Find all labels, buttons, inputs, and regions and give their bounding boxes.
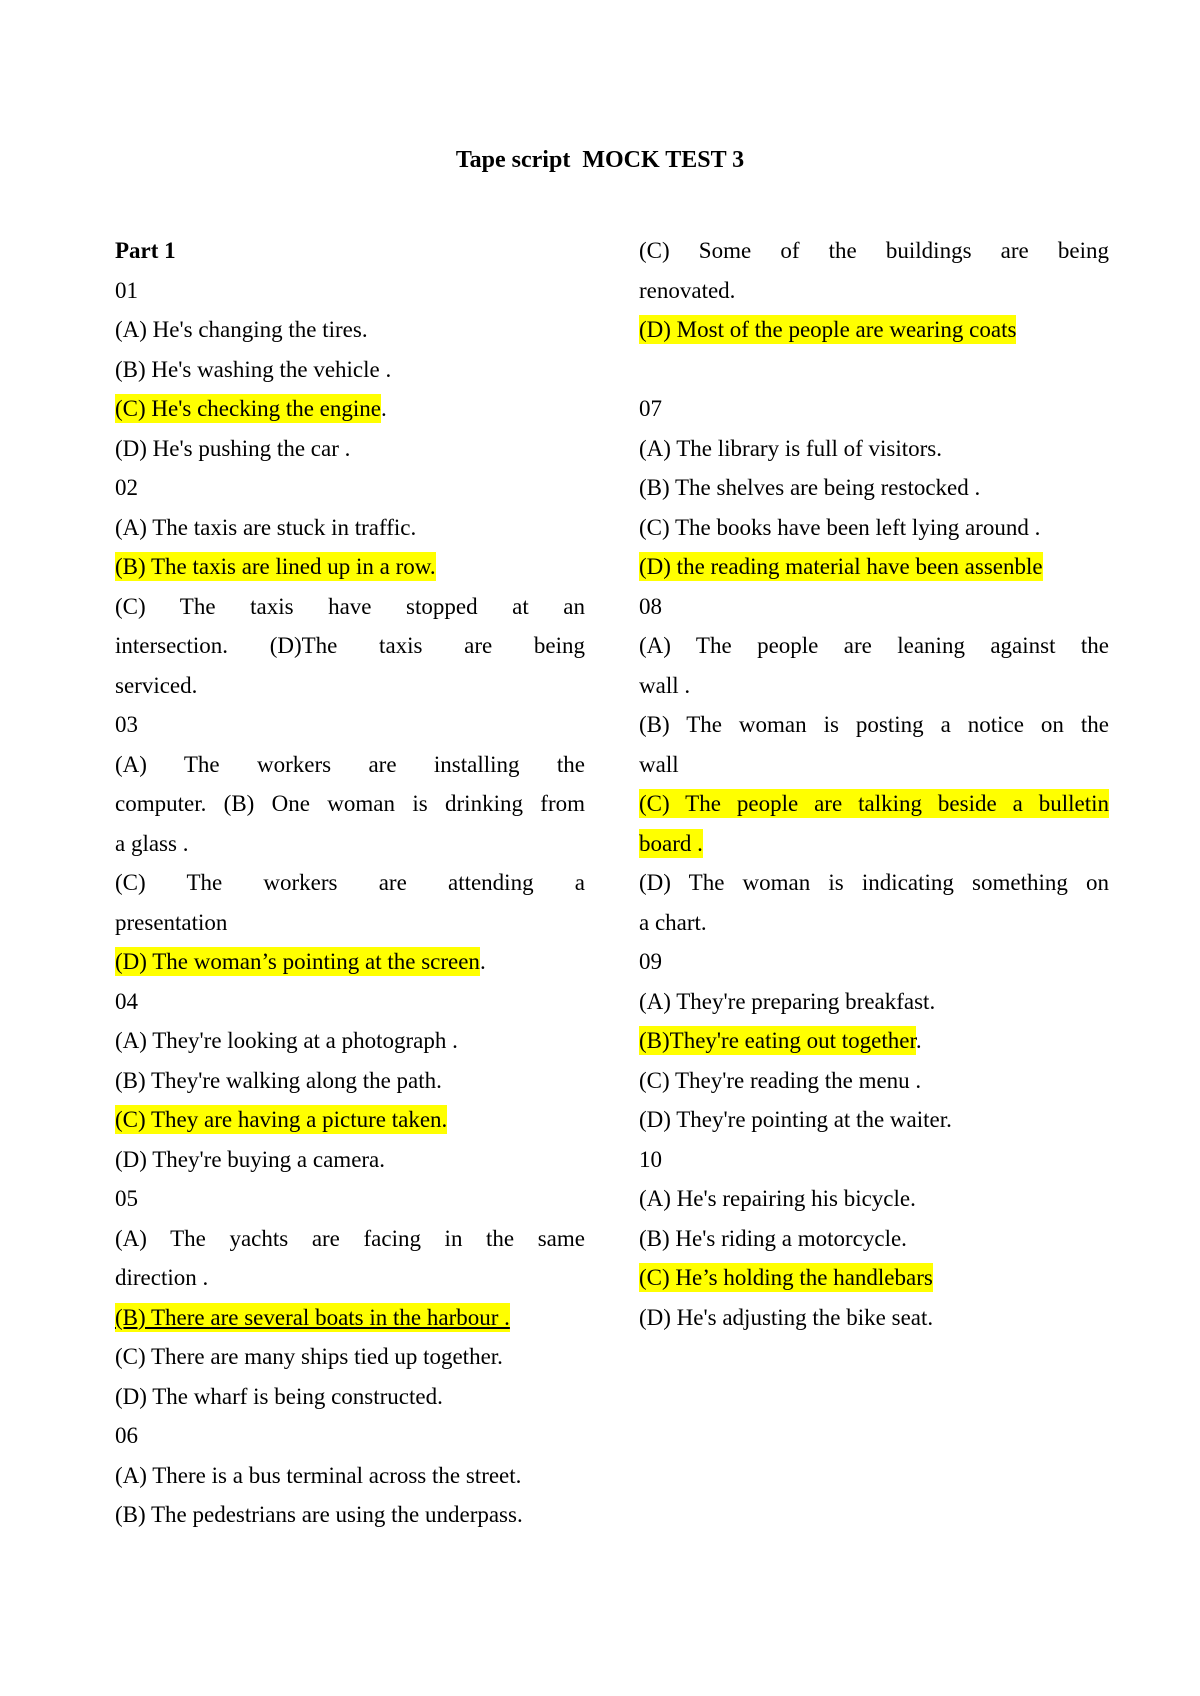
- answer-option: [115, 824, 585, 864]
- line-text: intersection. (D)The taxis are being: [115, 633, 585, 658]
- answer-option: [639, 705, 1109, 745]
- answer-highlighted: [639, 1258, 1109, 1298]
- line-text: serviced.: [115, 672, 198, 698]
- line-text: 05: [115, 1186, 138, 1211]
- answer-highlighted: [115, 389, 585, 429]
- answer-option: [115, 863, 585, 903]
- answer-highlighted: [639, 824, 1109, 864]
- line-text: (C) The workers are attending a: [115, 870, 585, 895]
- answer-option: [115, 903, 585, 943]
- answer-option: [115, 1021, 585, 1061]
- answer-option: [639, 745, 1109, 785]
- answer-option: [115, 1377, 585, 1417]
- line-text: (C) The books have been left lying around .: [639, 514, 1041, 540]
- highlighted-text: (C) He’s holding the handlebars: [639, 1265, 933, 1290]
- line-text: 08: [639, 593, 662, 619]
- left-column: [115, 231, 585, 1535]
- highlighted-text: (D) The woman’s pointing at the screen: [115, 949, 480, 974]
- line-text: a chart.: [639, 909, 707, 935]
- answer-option: [115, 1061, 585, 1101]
- page-title: Tape script MOCK TEST 3: [455, 147, 745, 173]
- line-text: (A) The library is full of visitors.: [639, 435, 942, 461]
- question-number: [115, 1416, 585, 1456]
- line-text: wall .: [639, 672, 691, 698]
- answer-option: [639, 429, 1109, 469]
- line-tail: .: [381, 396, 387, 421]
- blank-line: [639, 350, 1109, 390]
- answer-option: [115, 1495, 585, 1535]
- answer-option: [639, 468, 1109, 508]
- answer-highlighted: [639, 784, 1109, 824]
- section-heading: [115, 231, 585, 271]
- answer-option: [639, 666, 1109, 706]
- line-text: (B) The woman is posting a notice on the: [639, 712, 1109, 737]
- answer-option: [639, 231, 1109, 271]
- line-tail: .: [479, 949, 486, 974]
- line-text: 03: [115, 712, 138, 737]
- answer-option: [639, 271, 1109, 311]
- line-text: (C) Some of the buildings are being: [639, 238, 1109, 263]
- line-text: computer. (B) One woman is drinking from: [115, 791, 585, 816]
- highlighted-text: (D) the reading material have been assenble: [639, 554, 1043, 579]
- highlighted-text: (B) There are several boats in the harbour .: [115, 1304, 510, 1330]
- line-tail: .: [915, 1028, 922, 1053]
- line-text: wall: [639, 751, 679, 777]
- line-text: (A) The yachts are facing in the same: [115, 1225, 585, 1251]
- answer-option: [639, 903, 1109, 943]
- answer-highlighted: [115, 1100, 585, 1140]
- line-text: 04: [115, 988, 138, 1014]
- question-number: [115, 271, 585, 311]
- answer-highlighted: [115, 942, 585, 982]
- question-number: [639, 1140, 1109, 1180]
- answer-option: [115, 1219, 585, 1259]
- answer-option: [115, 1337, 585, 1377]
- answer-option: [639, 1061, 1109, 1101]
- line-text: (B) The pedestrians are using the underpass.: [115, 1502, 523, 1527]
- answer-option: [115, 666, 585, 706]
- line-text: (C) They're reading the menu .: [639, 1067, 922, 1093]
- line-text: presentation: [115, 909, 228, 935]
- answer-option: [639, 863, 1109, 903]
- highlighted-text: (C) They are having a picture taken.: [115, 1107, 448, 1132]
- line-text: (D) The woman is indicating something on: [639, 870, 1109, 895]
- line-text: (B) The shelves are being restocked .: [639, 475, 981, 500]
- line-text: (D) The wharf is being constructed.: [115, 1383, 443, 1409]
- line-text: direction .: [115, 1265, 209, 1290]
- line-text: 02: [115, 475, 138, 500]
- answer-highlighted: [639, 547, 1109, 587]
- question-number: [115, 468, 585, 508]
- line-text: 07: [639, 396, 662, 421]
- answer-highlighted: [639, 310, 1109, 350]
- right-column: [639, 231, 1109, 1337]
- answer-option: [115, 350, 585, 390]
- line-text: (D) He's pushing the car .: [115, 435, 351, 461]
- line-text: (B) They're walking along the path.: [115, 1067, 442, 1093]
- line-text: (A) They're looking at a photograph .: [115, 1028, 458, 1053]
- answer-option: [115, 508, 585, 548]
- highlighted-text: (C) The people are talking beside a bulletin: [639, 791, 1109, 816]
- question-number: [639, 389, 1109, 429]
- question-number: [639, 942, 1109, 982]
- line-text: (A) He's repairing his bicycle.: [639, 1186, 916, 1211]
- line-text: (D) They're buying a camera.: [115, 1146, 386, 1172]
- line-text: Part 1: [115, 238, 176, 263]
- answer-option: [115, 626, 585, 666]
- answer-option: [639, 626, 1109, 666]
- question-number: [115, 705, 585, 745]
- line-text: 09: [639, 949, 662, 974]
- highlighted-text: board .: [639, 830, 703, 856]
- answer-option: [115, 1456, 585, 1496]
- answer-option: [639, 508, 1109, 548]
- answer-option: [115, 1258, 585, 1298]
- highlighted-text: (B)They're eating out together: [639, 1028, 916, 1053]
- line-text: (A) There is a bus terminal across the street.: [115, 1462, 522, 1488]
- line-text: (A) The workers are installing the: [115, 751, 585, 777]
- line-text: (C) The taxis have stopped at an: [115, 593, 585, 619]
- answer-option: [639, 1100, 1109, 1140]
- line-text: (A) The taxis are stuck in traffic.: [115, 514, 417, 540]
- answer-option: [115, 310, 585, 350]
- answer-highlighted: [115, 1298, 585, 1338]
- line-text: (B) He's riding a motorcycle.: [639, 1225, 907, 1251]
- line-text: 10: [639, 1146, 662, 1172]
- answer-highlighted: [115, 547, 585, 587]
- line-text: renovated.: [639, 277, 736, 303]
- line-text: (A) They're preparing breakfast.: [639, 988, 936, 1014]
- question-number: [639, 587, 1109, 627]
- highlighted-text: (C) He's checking the engine: [115, 396, 381, 421]
- answer-option: [639, 1179, 1109, 1219]
- line-text: (D) He's adjusting the bike seat.: [639, 1304, 934, 1330]
- line-text: (B) He's washing the vehicle .: [115, 356, 392, 382]
- answer-option: [639, 982, 1109, 1022]
- line-text: (D) They're pointing at the waiter.: [639, 1107, 952, 1132]
- line-text: (C) There are many ships tied up together.: [115, 1344, 503, 1369]
- question-number: [115, 1179, 585, 1219]
- line-text: (A) He's changing the tires.: [115, 317, 368, 342]
- line-text: a glass .: [115, 830, 189, 856]
- answer-option: [115, 1140, 585, 1180]
- answer-option: [115, 745, 585, 785]
- highlighted-text: (D) Most of the people are wearing coats: [639, 317, 1017, 342]
- answer-option: [115, 429, 585, 469]
- answer-highlighted: [639, 1021, 1109, 1061]
- question-number: [115, 982, 585, 1022]
- line-text: 06: [115, 1423, 138, 1448]
- line-text: (A) The people are leaning against the: [639, 633, 1109, 658]
- answer-option: [115, 587, 585, 627]
- answer-option: [639, 1219, 1109, 1259]
- line-text: 01: [115, 277, 138, 303]
- answer-option: [115, 784, 585, 824]
- answer-option: [639, 1298, 1109, 1338]
- highlighted-text: (B) The taxis are lined up in a row.: [115, 554, 436, 579]
